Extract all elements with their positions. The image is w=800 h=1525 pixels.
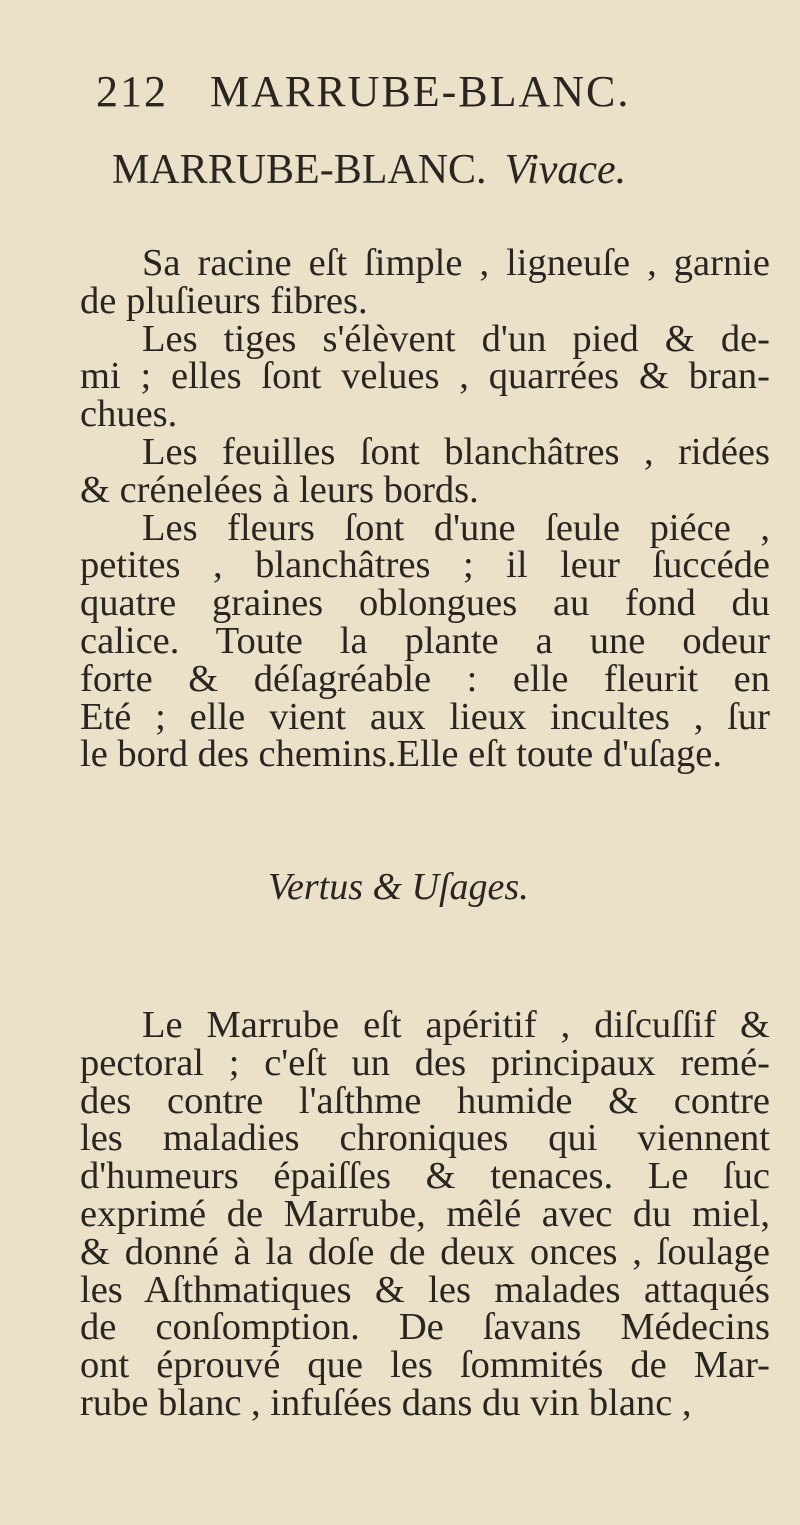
description-paragraphs [80,242,770,776]
text-line: mi ; elles ſont velues , quarrées & bran- [80,355,770,398]
text-line: calice. Toute la plante a une odeur [80,619,770,662]
text-line: les maladies chroniques qui viennent [80,1117,770,1160]
text-line: petites , blanchâtres ; il leur ſuccéde [80,544,770,587]
text-line: ont éprouvé que les ſommités de Mar- [80,1344,770,1387]
page-number: 212 [96,67,168,116]
text-line: Les fleurs ſont d'une ſeule piéce , [142,506,770,549]
running-head [96,66,716,117]
text-line: les Aſthmatiques & les malades attaqués [80,1268,770,1311]
text-line: forte & déſagréable : elle fleurit en [80,657,770,700]
text-line: pectoral ; c'eſt un des principaux remé- [80,1041,770,1084]
text-line: & crénelées à leurs bords. [80,468,479,511]
text-line: quatre graines oblongues au fond du [80,582,770,625]
text-line: des contre l'aſthme humide & contre [80,1079,770,1122]
text-line: Le Marrube eſt apéritif , diſcuſſif & [142,1004,770,1046]
usage-paragraph [80,1004,770,1424]
text-line: de pluſieurs fibres. [80,279,368,322]
running-title: MARRUBE-BLANC. [210,67,631,116]
section-heading: Vertus & Uſages. [268,866,529,908]
text-line: Sa racine eſt ſimple , ligneuſe , garnie [142,242,770,284]
entry-qualifier: Vivace. [504,147,627,193]
text-line: exprimé de Marrube, mêlé avec du miel, [80,1192,770,1235]
text-line: d'humeurs épaiſſes & tenaces. Le ſuc [80,1155,770,1198]
text-line: Eté ; elle vient aux lieux incultes , ſur [80,695,770,738]
text-line: Les tiges s'élèvent d'un pied & de- [142,317,770,360]
text-line: & donné à la doſe de deux onces , ſoulage [80,1230,770,1273]
text-line: Les feuilles ſont blanchâtres , ridées [142,430,770,473]
text-line: rube blanc , infuſées dans du vin blanc , [80,1381,692,1424]
text-line: de conſomption. De ſavans Médecins [80,1306,770,1349]
text-line: chues. [80,393,178,436]
entry-title [112,146,752,194]
entry-title-text: MARRUBE-BLANC. [112,147,487,193]
text-line: le bord des chemins.Elle eſt toute d'uſage. [80,733,722,776]
